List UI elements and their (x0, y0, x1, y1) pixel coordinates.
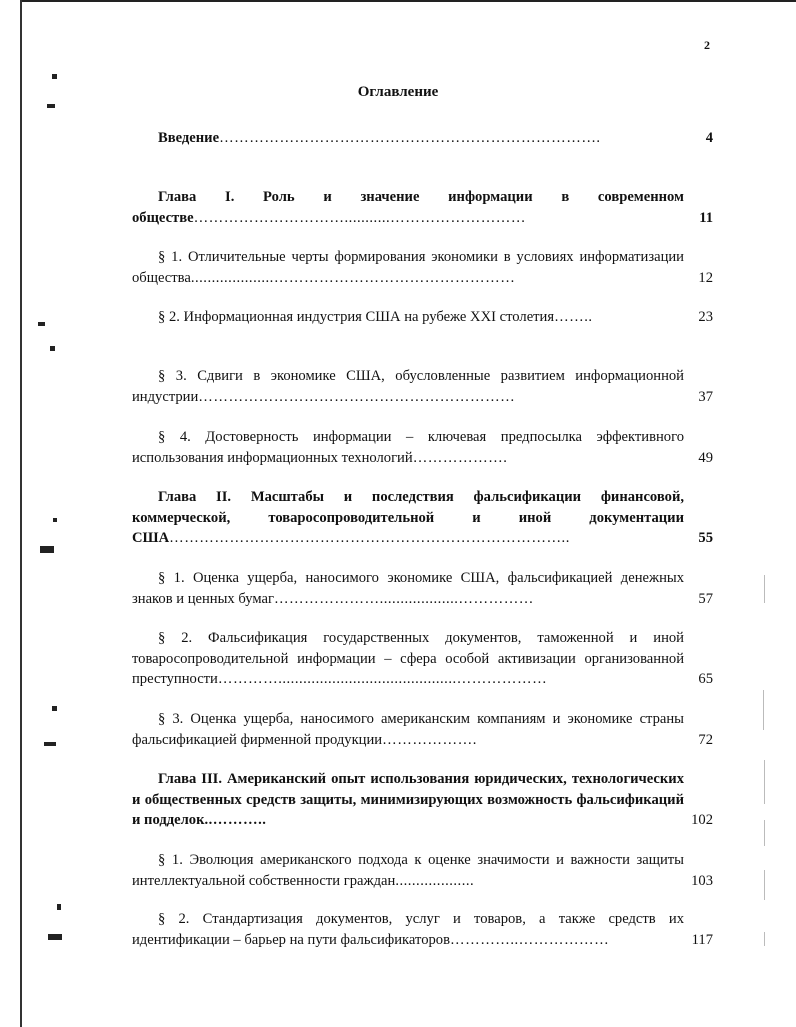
toc-page-number: 117 (691, 931, 713, 948)
toc-page-number: 23 (698, 309, 713, 325)
scan-speck (47, 104, 55, 108)
scan-speck (40, 546, 54, 553)
scan-line (764, 760, 765, 804)
toc-entry-text: § 1. Оценка ущерба, наносимого экономике США, фальсификацией денежных знаков и ценных бумаг…………………...................…………… (132, 570, 684, 607)
toc-entry-section-2-1[interactable] (132, 568, 713, 609)
scan-speck (52, 706, 57, 711)
scan-line (764, 932, 765, 946)
toc-entry-text: Глава II. Масштабы и последствия фальсификации финансовой, коммерческой, товаросопроводительной и иной документации США…………………………………………………………………….. (132, 489, 684, 546)
toc-entry-text: § 1. Отличительные черты формирования экономики в условиях информатизации общества....................………………………………………… (132, 249, 684, 286)
toc-entry-section-2-2[interactable] (132, 628, 713, 690)
toc-entry-text: Введение…………………………………………………………………. (158, 130, 601, 146)
scan-speck (52, 74, 57, 79)
scan-edge-top (20, 0, 796, 2)
toc-page-number: 37 (698, 388, 713, 405)
toc-page-number: 72 (698, 731, 713, 748)
toc-entry-section-2-3[interactable] (132, 709, 713, 750)
scan-speck (44, 742, 56, 746)
toc-entry-text: § 3. Оценка ущерба, наносимого американским компаниям и экономике страны фальсификацией фирменной продукции………………. (132, 711, 684, 748)
scan-line (764, 820, 765, 846)
toc-page-number: 103 (691, 872, 713, 889)
toc-entry-chapter-1[interactable] (132, 187, 713, 228)
toc-page-number: 11 (699, 209, 713, 226)
toc-entry-chapter-2[interactable] (132, 487, 713, 549)
toc-entry-text: § 2. Стандартизация документов, услуг и товаров, а также средств их идентификации – барьер на пути фальсификаторов…………..……………… (132, 911, 684, 948)
toc-entry-text: Глава I. Роль и значение информации в современном обществе…………………………...........……………………… (132, 189, 684, 226)
toc-page-number: 49 (698, 449, 713, 466)
toc-entry-text: § 2. Информационная индустрия США на рубеже XXI столетия…….. (158, 309, 593, 325)
scan-edge-left (20, 0, 22, 1027)
page-number: 2 (704, 38, 710, 52)
toc-entry-text: § 1. Эволюция американского подхода к оценке значимости и важности защиты интеллектуальной собственности граждан................... (132, 852, 684, 889)
toc-entry-section-3-1[interactable] (132, 850, 713, 891)
toc-page-number: 12 (698, 269, 713, 286)
toc-entry-introduction[interactable] (132, 128, 713, 149)
toc-page-number: 4 (705, 130, 713, 146)
toc-entry-section-1-4[interactable] (132, 427, 713, 468)
scan-line (764, 870, 765, 900)
scan-speck (38, 322, 45, 326)
scan-line (763, 690, 764, 730)
scan-speck (57, 904, 61, 910)
toc-entry-text: Глава III. Американский опыт использования юридических, технологических и общественных средств защиты, минимизирующих возможность фальсификаций и подделок..……….. (132, 771, 684, 828)
toc-entry-text: § 4. Достоверность информации – ключевая предпосылка эффективного использования информационных технологий………………. (132, 429, 684, 466)
toc-entry-text: § 3. Сдвиги в экономике США, обусловленные развитием информационной индустрии……………………………………………………… (132, 368, 684, 405)
scan-line (764, 575, 765, 603)
scan-speck (50, 346, 55, 351)
toc-entry-section-1-1[interactable] (132, 247, 713, 288)
scan-speck (48, 934, 62, 940)
toc-entry-text: § 2. Фальсификация государственных документов, таможенной и иной товаросопроводительной информации – сфера особой активизации организованной преступности…………...........................................……………… (132, 630, 684, 687)
toc-page-number: 57 (698, 590, 713, 607)
toc-entry-chapter-3[interactable] (132, 769, 713, 831)
scan-speck (53, 518, 57, 522)
toc-page-number: 102 (691, 812, 713, 828)
toc-entry-section-1-3[interactable] (132, 366, 713, 407)
toc-page-number: 65 (698, 671, 713, 687)
toc-page-number: 55 (698, 530, 713, 546)
toc-entry-section-1-2[interactable] (132, 307, 713, 328)
page-title: Оглавление (357, 84, 439, 100)
toc-entry-section-3-2[interactable] (132, 909, 713, 950)
